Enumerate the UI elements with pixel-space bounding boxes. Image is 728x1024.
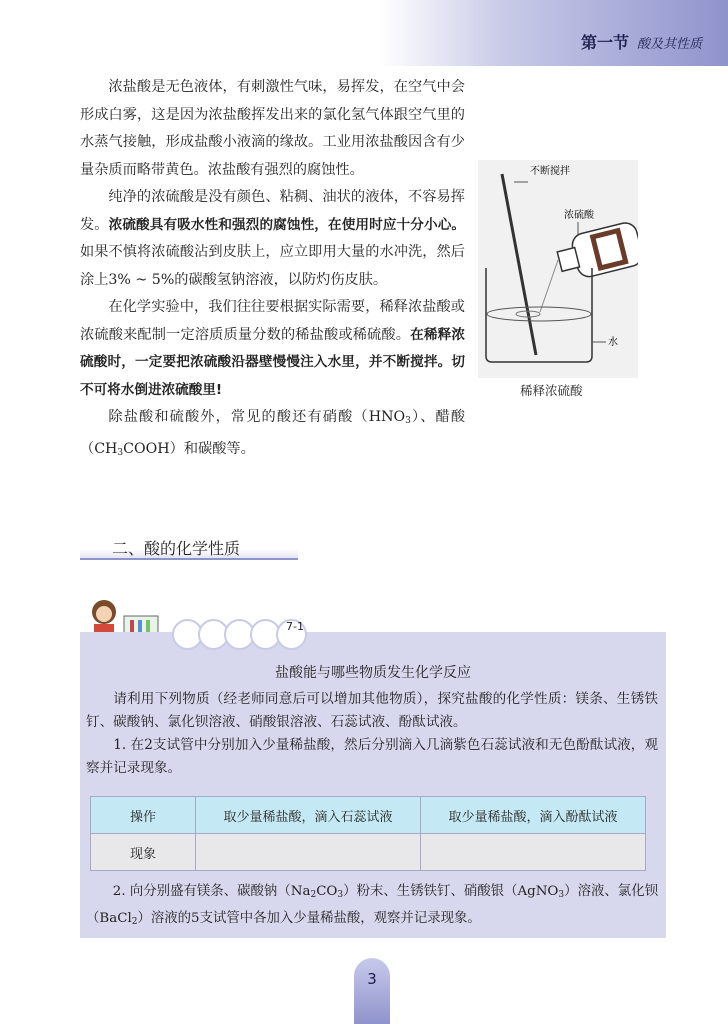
- label-water: 水: [608, 337, 618, 348]
- table-row: [91, 834, 646, 871]
- body-text: [80, 74, 465, 467]
- dilution-warning: 在稀释浓硫酸时，一定要把浓硫酸沿器壁慢慢注入水里，并不断搅拌。切不可将水倒进浓硫酸里!: [80, 326, 465, 398]
- table-header-row: [91, 797, 646, 834]
- step2-c: ）粉末、生锈铁钉、硝酸银（AgNO: [343, 884, 559, 899]
- page-number-tab: [354, 958, 390, 1024]
- sub-co3: 3: [337, 890, 344, 900]
- experiment-intro: 请利用下列物质（经老师同意后可以增加其他物质），探究盐酸的化学性质：镁条、生锈铁钉、碳酸钠、氯化钡溶液、硝酸银溶液、石蕊试液、酚酞试液。: [86, 691, 658, 730]
- table-row-label: 现象: [91, 834, 196, 871]
- experiment-step2-block: [86, 880, 658, 934]
- section-heading: 二、酸的化学性质: [80, 536, 298, 560]
- table-header-cell: 取少量稀盐酸，滴入酚酞试液: [421, 797, 646, 834]
- paragraph-hydrochloric: 浓盐酸是无色液体，有刺激性气味，易挥发，在空气中会形成白雾，这是因为浓盐酸挥发出来的氯化氢气体跟空气里的水蒸气接触，形成盐酸小液滴的缘故。工业用浓盐酸因含有少量杂质而略带黄色。浓盐酸有强烈的腐蚀性。: [80, 79, 465, 178]
- other-acids-c: COOH）和碳酸等。: [123, 440, 255, 457]
- dilution-text: 在化学实验中，我们往往要根据实际需要，稀释浓盐酸或浓硫酸来配制一定溶质质量分数的稀盐酸或稀硫酸。: [80, 299, 465, 343]
- table-header-cell: 取少量稀盐酸，滴入石蕊试液: [196, 797, 421, 834]
- table-header-cell: 操作: [91, 797, 196, 834]
- table-cell-empty[interactable]: [421, 834, 646, 871]
- figure-caption: 稀释浓硫酸: [520, 383, 583, 398]
- sub-ch3: 3: [117, 447, 124, 458]
- dilution-figure: [478, 160, 638, 400]
- section-label: 第一节: [580, 33, 629, 52]
- sub-cl2: 2: [131, 917, 138, 927]
- paragraph-dilution: [80, 294, 465, 404]
- experiment-intro-block: [86, 688, 658, 780]
- step2-b: CO: [316, 884, 338, 899]
- page-number: 3: [367, 970, 377, 988]
- sulfuric-text-a: 纯净的浓硫酸是没有颜色、粘稠、油状的液体，不容易挥发。: [80, 189, 465, 233]
- sulfuric-warning: 浓硫酸具有吸水性和强烈的腐蚀性，在使用时应十分小心。: [108, 216, 465, 233]
- sulfuric-text-b: 如果不慎将浓硫酸沾到皮肤上，应立即用大量的水冲洗，然后涂上3% ~ 5%的碳酸氢钠溶液，以防灼伤皮肤。: [80, 244, 465, 288]
- sub-no3: 3: [558, 890, 565, 900]
- observation-table: [90, 796, 646, 871]
- paragraph-other-acids: [80, 404, 465, 467]
- step2-d: ）溶液、氯化钡（BaCl: [86, 884, 659, 926]
- label-acid: 浓硫酸: [564, 210, 594, 221]
- other-acids-b: ）、醋酸（CH: [80, 409, 466, 457]
- experiment-step1: 1. 在2支试管中分别加入少量稀盐酸，然后分别滴入几滴紫色石蕊试液和无色酚酞试液，观察并记录现象。: [86, 737, 658, 776]
- step2-a: 2. 向分别盛有镁条、碳酸钠（Na: [112, 884, 311, 899]
- sub-hno3: 3: [405, 416, 411, 426]
- experiment-number: 7-1: [286, 620, 304, 633]
- experiment-title: 盐酸能与哪些物质发生化学反应: [275, 665, 471, 681]
- label-stir: 不断搅拌: [530, 166, 570, 177]
- other-acids-a: 除盐酸和硫酸外，常见的酸还有硝酸（HNO: [108, 409, 406, 425]
- chapter-header: [581, 30, 702, 53]
- paragraph-sulfuric: [80, 184, 465, 294]
- experiment-step2: [86, 880, 658, 934]
- bottle-label: [593, 231, 626, 268]
- sub-na2: 2: [310, 890, 317, 900]
- table-cell-empty[interactable]: [196, 834, 421, 871]
- step2-e: ）溶液的5支试管中各加入少量稀盐酸，观察并记录现象。: [137, 911, 481, 926]
- section-subtitle: 酸及其性质: [636, 37, 702, 52]
